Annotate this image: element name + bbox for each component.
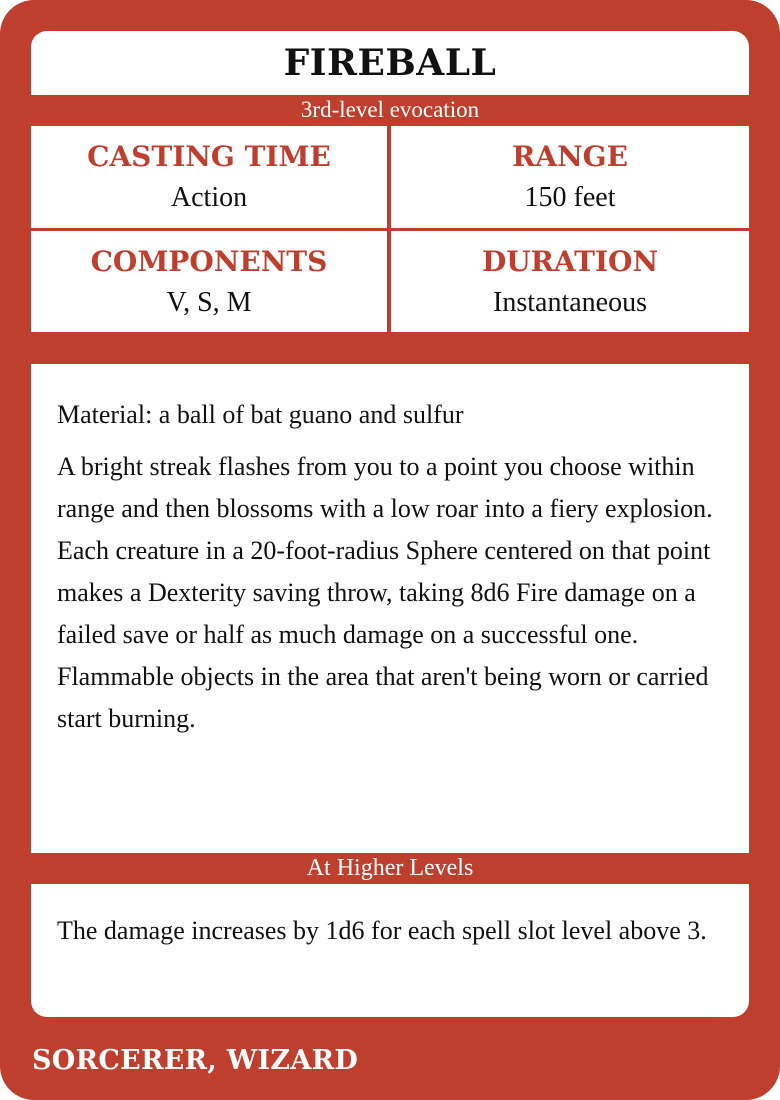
- higher-levels-text: The damage increases by 1d6 for each spell slot level above 3.: [57, 916, 707, 945]
- casting-time-value: Action: [170, 182, 248, 213]
- range-value: 150 feet: [524, 182, 616, 213]
- spell-name: FIREBALL: [283, 42, 497, 84]
- components-value: V, S, M: [166, 287, 252, 318]
- range-label: RANGE: [512, 140, 628, 173]
- title-panel: [31, 31, 749, 95]
- stat-components: [31, 231, 387, 332]
- description-panel: [31, 364, 749, 853]
- stat-range: [391, 126, 749, 228]
- spell-classes: SORCERER, WIZARD: [32, 1044, 359, 1076]
- stat-casting-time: [31, 126, 387, 228]
- higher-levels-header: At Higher Levels: [306, 855, 474, 881]
- duration-label: DURATION: [481, 245, 659, 278]
- duration-value: Instantaneous: [493, 287, 647, 318]
- stat-duration: [391, 231, 749, 332]
- higher-levels-panel: [31, 884, 749, 1017]
- components-label: COMPONENTS: [90, 245, 328, 278]
- casting-time-label: CASTING TIME: [87, 140, 331, 173]
- description-text: A bright streak flashes from you to a point you choose within range and then blossoms with a low roar into a fiery explosion. Each creature in a 20-foot-radius Sphere centered on that point makes a Dexterity saving throw, taking 8d6 Fire damage on a failed save or half as much damage on a successful one. Flammable objects in the area that aren't being worn or carried start burning.: [57, 452, 713, 733]
- material-text: Material: a ball of bat guano and sulfur: [57, 400, 464, 429]
- spell-level-school: 3rd-level evocation: [300, 97, 480, 122]
